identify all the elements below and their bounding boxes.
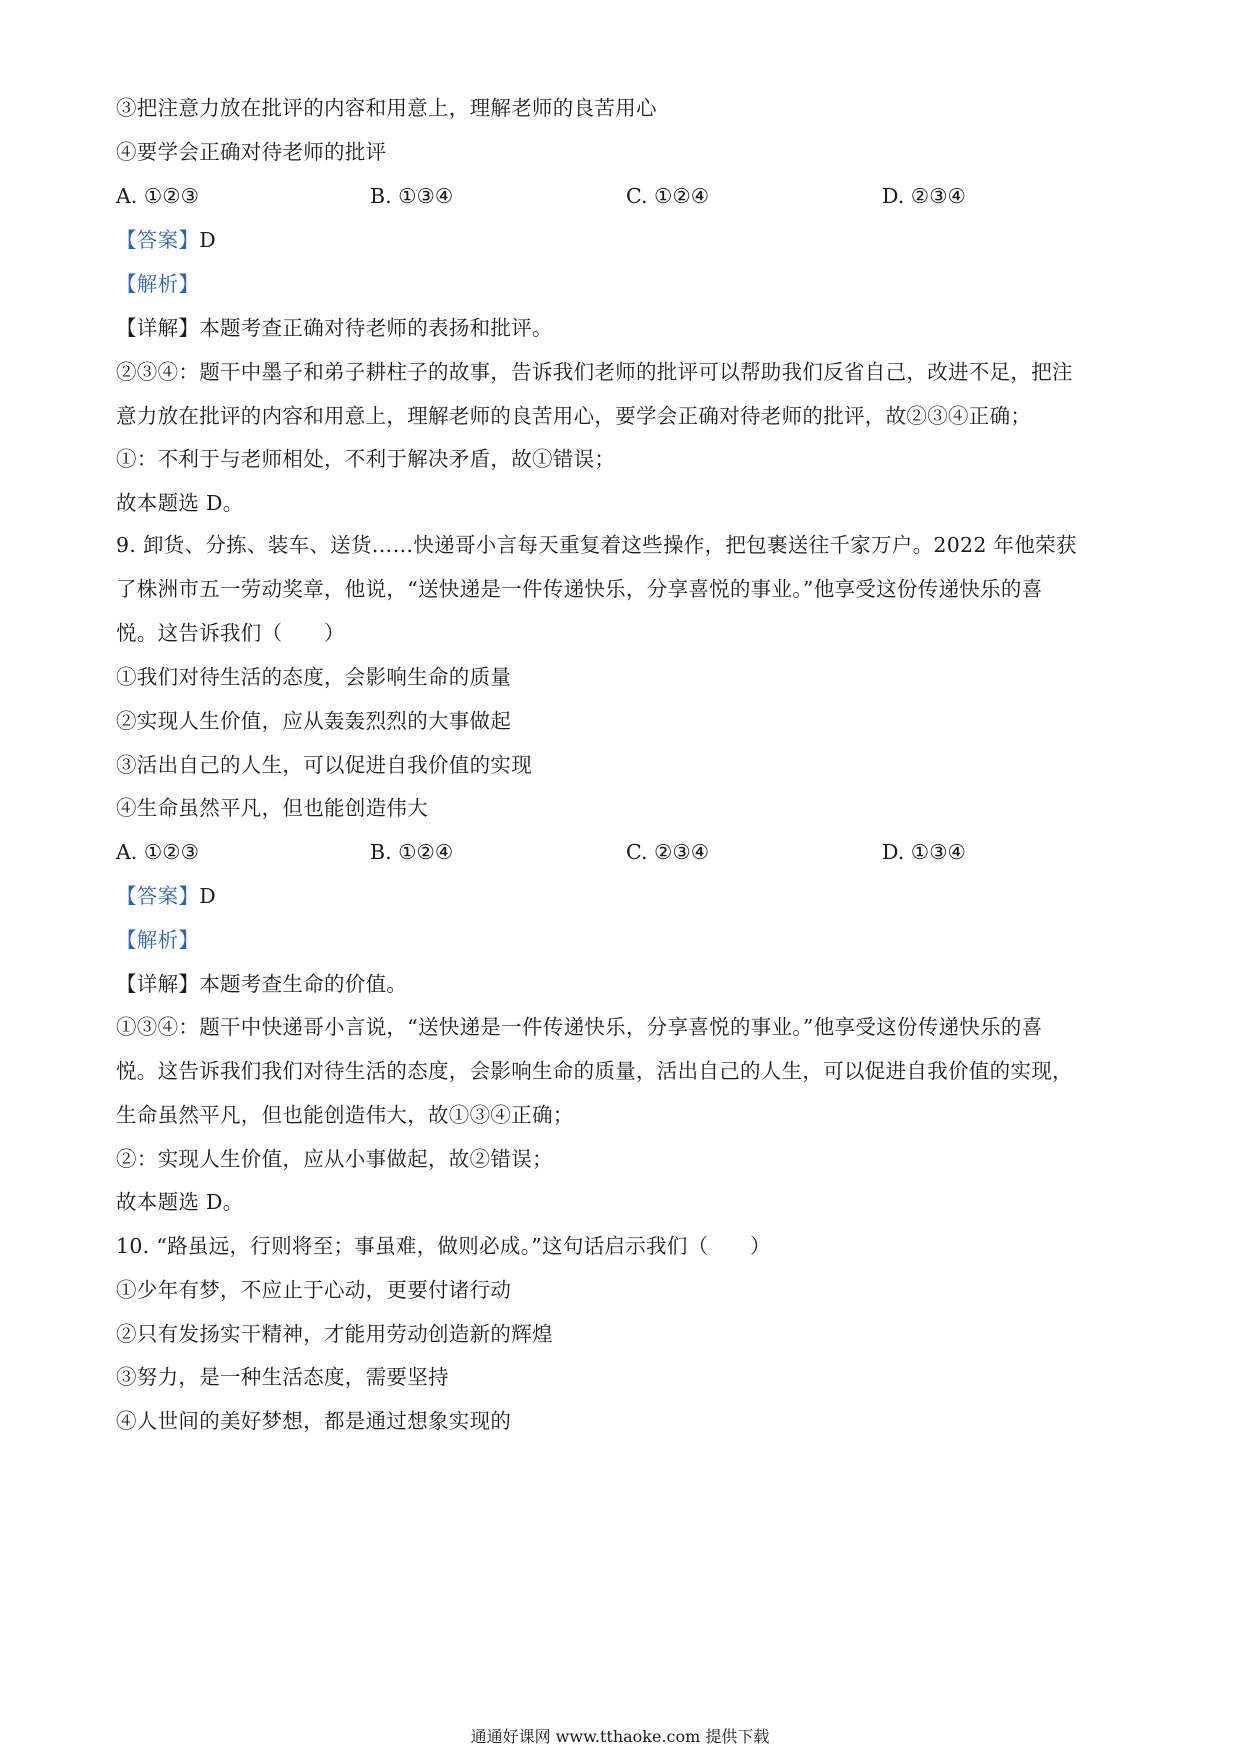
q9-explain-line-1: ①③④：题干中快递哥小言说，“送快递是一件传递快乐，分享喜悦的事业。”他享受这份传递快乐的喜 [116,1015,1043,1039]
q9-answer-label: 【答案】 [116,884,200,908]
q9-statement-3: ③活出自己的人生，可以促进自我价值的实现 [116,753,532,777]
q8-option-d: D. ②③④ [882,184,966,208]
q9-statement-4: ④生命虽然平凡，但也能创造伟大 [116,796,428,820]
q8-explain-line-4: 故本题选 D。 [116,491,244,515]
q9-explain-line-2: 悦。这告诉我们我们对待生活的态度，会影响生命的质量，活出自己的人生，可以促进自我价值的实现， [116,1059,1073,1083]
q9-explain-line-4: ②：实现人生价值，应从小事做起，故②错误； [116,1147,553,1171]
q8-answer [116,226,216,254]
q9-explain-line-5: 故本题选 D。 [116,1190,244,1214]
q9-option-a: A. ①②③ [116,840,199,864]
q10-statement-2: ②只有发扬实干精神，才能用劳动创造新的辉煌 [116,1322,553,1346]
q9-stem-line-1: 9. 卸货、分拣、装车、送货……快递哥小言每天重复着这些操作，把包裹送往千家万户。2022 年他荣获 [116,533,1077,557]
q8-option-a: A. ①②③ [116,184,199,208]
q9-answer-value: D [199,884,216,908]
q8-detail-text: 本题考查正确对待老师的表扬和批评。 [199,316,553,340]
q9-analysis-label: 【解析】 [116,928,200,952]
q8-statement-3: ③把注意力放在批评的内容和用意上，理解老师的良苦用心 [116,96,657,120]
q9-option-c: C. ②③④ [626,840,710,864]
q8-option-b: B. ①③④ [370,184,454,208]
q8-explain-line-2: 意力放在批评的内容和用意上，理解老师的良苦用心，要学会正确对待老师的批评，故②③④正确； [116,404,1032,428]
q9-detail [116,970,407,998]
q8-answer-value: D [199,228,216,252]
q9-detail-text: 本题考查生命的价值。 [199,972,408,996]
q9-option-d: D. ①③④ [882,840,966,864]
q9-stem-line-2: 了株洲市五一劳动奖章，他说，“送快递是一件传递快乐，分享喜悦的事业。”他享受这份传递快乐的喜 [116,577,1043,601]
q10-statement-3: ③努力，是一种生活态度，需要坚持 [116,1365,449,1389]
q8-explain-line-1: ②③④：题干中墨子和弟子耕柱子的故事，告诉我们老师的批评可以帮助我们反省自己，改进不足，把注 [116,360,1073,384]
q8-detail-label: 【详解】 [116,316,200,340]
q10-statement-1: ①少年有梦，不应止于心动，更要付诸行动 [116,1278,512,1302]
q8-analysis-label: 【解析】 [116,272,200,296]
q9-option-b: B. ①②④ [370,840,454,864]
q9-statement-2: ②实现人生价值，应从轰轰烈烈的大事做起 [116,709,512,733]
q10-statement-4: ④人世间的美好梦想，都是通过想象实现的 [116,1409,512,1433]
q8-statement-4: ④要学会正确对待老师的批评 [116,140,387,164]
q8-option-c: C. ①②④ [626,184,710,208]
page-footer: 通通好课网 www.tthaoke.com 提供下载 [470,1727,770,1746]
q8-detail [116,314,553,342]
q8-answer-label: 【答案】 [116,228,200,252]
q8-explain-line-3: ①：不利于与老师相处，不利于解决矛盾，故①错误； [116,447,616,471]
q9-explain-line-3: 生命虽然平凡，但也能创造伟大，故①③④正确； [116,1103,574,1127]
q9-stem-line-3: 悦。这告诉我们（ ） [116,621,345,645]
q9-statement-1: ①我们对待生活的态度，会影响生命的质量 [116,665,512,689]
q10-stem: 10. “路虽远，行则将至；事虽难，做则必成。”这句话启示我们（ ） [116,1234,771,1258]
q9-detail-label: 【详解】 [116,972,200,996]
q9-answer [116,882,216,910]
